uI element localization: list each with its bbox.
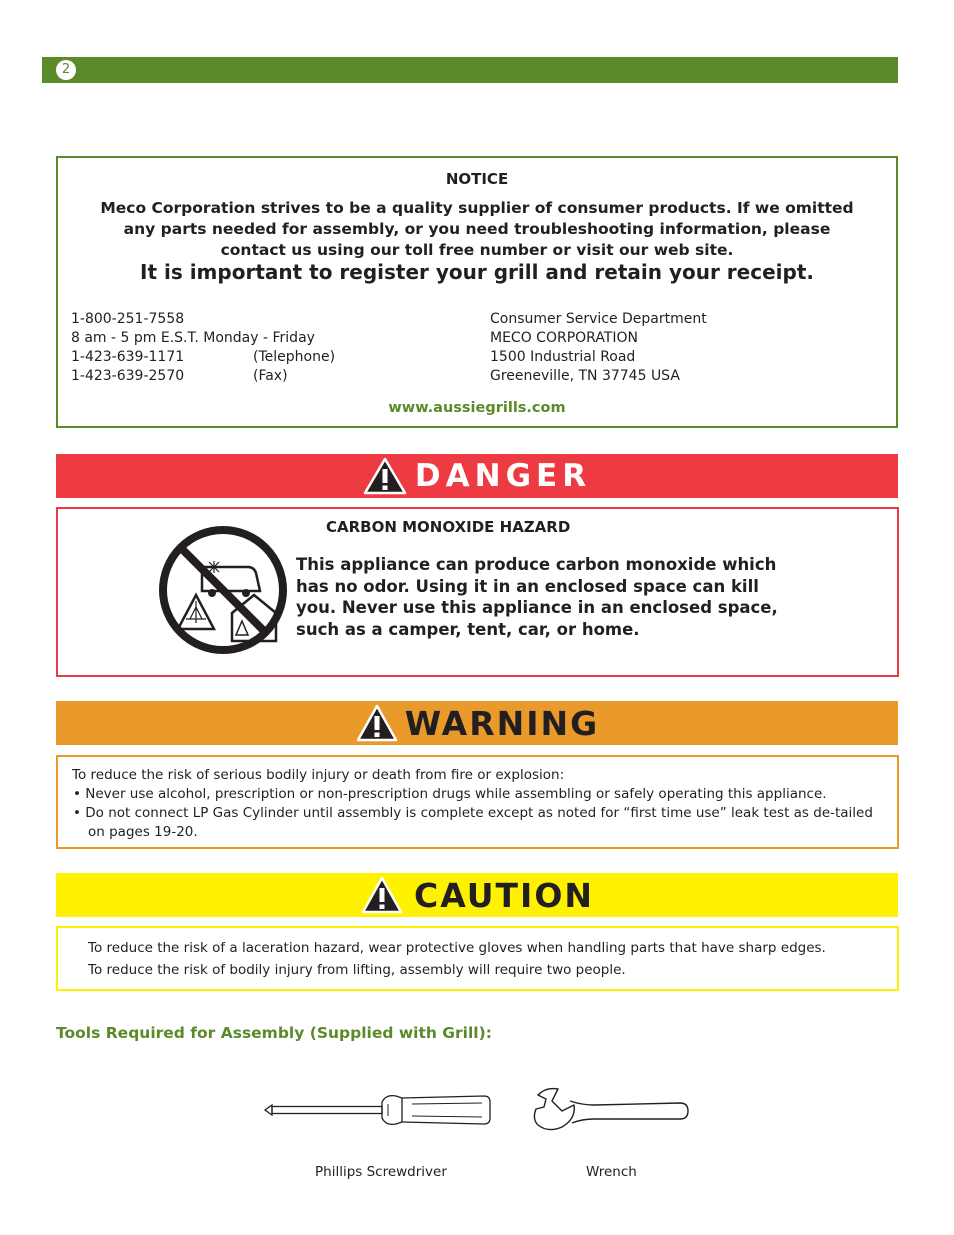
register-notice: It is important to register your grill and retain your receipt. bbox=[140, 260, 814, 284]
warning-triangle-icon bbox=[355, 703, 399, 743]
co-hazard-body bbox=[296, 554, 816, 640]
caution-banner bbox=[56, 873, 898, 917]
address-line: Greeneville, TN 37745 USA bbox=[490, 368, 680, 384]
contact-address bbox=[490, 310, 707, 386]
notice-title: NOTICE bbox=[445, 170, 509, 188]
contact-line: 1-423-639-1171 bbox=[71, 349, 185, 365]
danger-title: DANGER bbox=[414, 458, 592, 494]
contact-line: 1-800-251-7558 bbox=[71, 311, 185, 327]
warning-box bbox=[56, 755, 899, 849]
danger-banner bbox=[56, 454, 898, 498]
contact-phone-list bbox=[71, 310, 336, 386]
warning-bullet: • Do not connect LP Gas Cylinder until assembly is complete except as noted for “first time use” leak test as de-tailed on pages 19-20. bbox=[73, 805, 873, 840]
caution-text bbox=[88, 937, 826, 981]
notice-body-line: any parts needed for assembly, or you need troubleshooting information, please bbox=[123, 220, 831, 238]
screwdriver-label: Phillips Screwdriver bbox=[315, 1164, 447, 1180]
warning-banner bbox=[56, 701, 898, 745]
caution-line: To reduce the risk of bodily injury from lifting, assembly will require two people. bbox=[88, 962, 626, 978]
wrench-label: Wrench bbox=[586, 1164, 637, 1180]
contact-note: (Telephone) bbox=[253, 349, 336, 365]
header-bar bbox=[42, 57, 898, 83]
contact-line: 8 am - 5 pm E.S.T. Monday - Friday bbox=[71, 330, 315, 346]
page-number: 2 bbox=[56, 60, 76, 80]
warning-triangle-icon bbox=[363, 457, 407, 495]
address-line: MECO CORPORATION bbox=[490, 330, 638, 346]
notice-body-line: Meco Corporation strives to be a quality supplier of consumer products. If we omitted bbox=[100, 199, 854, 217]
no-enclosed-space-icon bbox=[156, 523, 290, 657]
website-link[interactable]: www.aussiegrills.com bbox=[388, 400, 566, 416]
co-body-line: you. Never use this appliance in an enclosed space, bbox=[296, 598, 778, 617]
warning-intro: To reduce the risk of serious bodily injury or death from fire or explosion: bbox=[72, 767, 565, 783]
notice-body-line: contact us using our toll free number or visit our web site. bbox=[220, 241, 734, 259]
co-body-line: such as a camper, tent, car, or home. bbox=[296, 619, 640, 639]
co-body-line: This appliance can produce carbon monoxide which bbox=[296, 555, 777, 574]
warning-triangle-icon bbox=[360, 875, 404, 915]
co-body-line: has no odor. Using it in an enclosed space can kill bbox=[296, 576, 759, 596]
caution-title: CAUTION bbox=[414, 875, 594, 915]
screwdriver-icon bbox=[262, 1090, 494, 1130]
warning-text bbox=[72, 766, 882, 842]
warning-bullet: • Never use alcohol, prescription or non-prescription drugs while assembling or safely operating this appliance. bbox=[73, 786, 827, 802]
contact-line: 1-423-639-2570 bbox=[71, 368, 185, 384]
co-hazard-heading: CARBON MONOXIDE HAZARD bbox=[326, 518, 571, 536]
notice-body bbox=[70, 198, 884, 261]
danger-box bbox=[56, 507, 899, 677]
wrench-icon bbox=[532, 1085, 692, 1137]
contact-note: (Fax) bbox=[253, 368, 288, 384]
address-line: 1500 Industrial Road bbox=[490, 349, 636, 365]
address-line: Consumer Service Department bbox=[490, 311, 707, 327]
caution-box bbox=[56, 926, 899, 991]
notice-box bbox=[56, 156, 898, 428]
warning-title: WARNING bbox=[404, 703, 600, 743]
caution-line: To reduce the risk of a laceration hazard, wear protective gloves when handling parts that have sharp edges. bbox=[88, 940, 826, 956]
tools-heading: Tools Required for Assembly (Supplied with Grill): bbox=[56, 1024, 492, 1042]
